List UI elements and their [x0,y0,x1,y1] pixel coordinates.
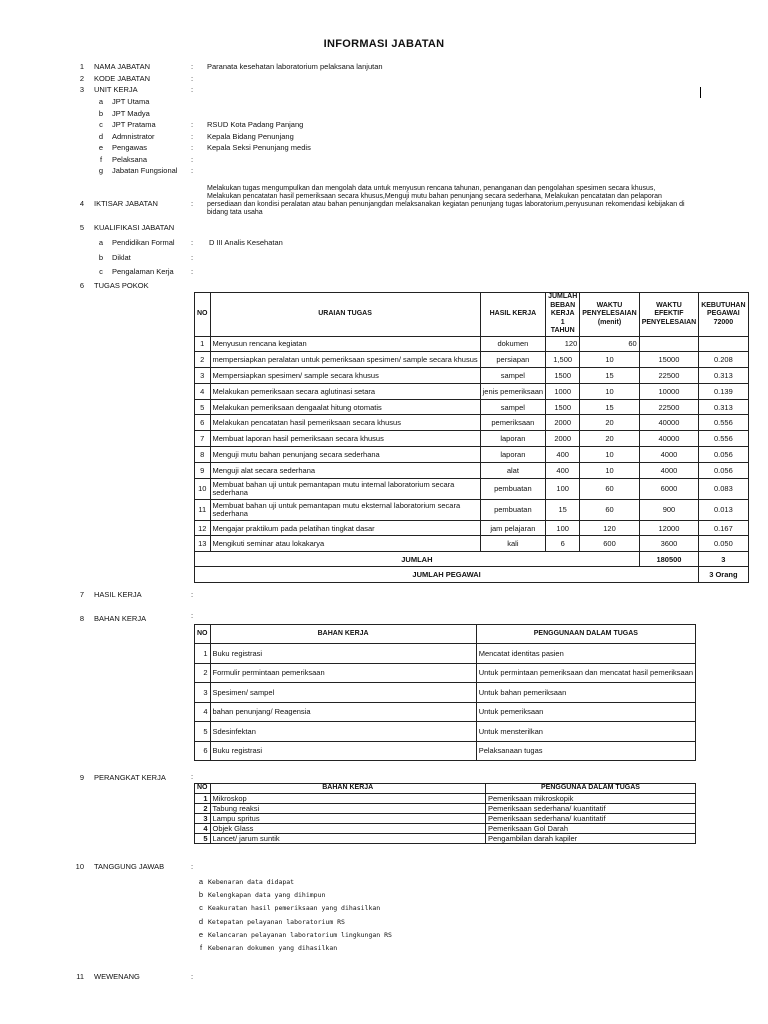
table-row [195,447,749,463]
table-row [195,741,696,761]
table-row [195,536,749,552]
cell-kebutuhan [699,336,748,352]
cell-efektif: 22500 [639,368,698,384]
cell-uraian: Mengikuti seminar atau lokakarya [210,536,480,552]
header-no: NO [195,784,211,794]
cell-uraian: Menguji mutu bahan penunjang secara sederhana [210,447,480,463]
kualifikasi-label: Diklat [112,252,131,262]
cell-jumlah: 400 [546,462,580,478]
unit-label: Pengawas [112,143,148,152]
jumlah-kebutuhan: 3 [699,552,748,567]
cell-jumlah: 100 [546,520,580,536]
cell-jumlah: 6 [546,536,580,552]
cell-efektif: 40000 [639,431,698,447]
section-number: 10 [75,862,84,871]
table-row [195,399,749,415]
cell-jumlah: 2000 [546,415,580,431]
sub-letter: c [99,120,103,129]
cell-uraian: Membuat bahan uji untuk pemantapan mutu internal laboratorium secara sederhana [210,478,480,499]
sub-letter: c [199,903,203,913]
iktisar-line: Melakukan pencatatan hasil pemeriksaan secara khusus,Menguji mutu bahan penunjang secara sederhana, Melakukan pencatatan dan pelaporan [207,193,662,200]
cell-waktu: 60 [580,336,639,352]
cell-jumlah: 100 [546,478,580,499]
section-label: KUALIFIKASI JABATAN [94,223,175,232]
header-bahan: BAHAN KERJA [210,784,485,794]
table-row [195,352,749,368]
kualifikasi-label: Pendidikan Formal [112,238,175,247]
cell-no: 4 [195,824,211,834]
cell-kebutuhan: 0.013 [699,499,748,520]
cell-bahan: Buku registrasi [210,644,476,664]
cell-no: 3 [195,814,211,824]
cell-no: 5 [195,399,211,415]
jumlah-efektif: 180500 [639,552,698,567]
cell-no: 9 [195,462,211,478]
cell-penggunaan: Pengambilan darah kapiler [485,834,695,844]
cell-no: 1 [195,794,211,804]
unit-label: Admnistrator [112,131,155,141]
cell-kebutuhan: 0.313 [699,399,748,415]
colon: : [191,131,194,141]
section-label: IKTISAR JABATAN [94,199,158,208]
colon: : [191,972,194,981]
table-row [195,478,749,499]
colon: : [191,120,194,129]
table-row [195,702,696,722]
table-row [195,663,696,683]
cell-no: 3 [195,368,211,384]
cell-waktu: 60 [580,478,639,499]
table-header-row [195,293,749,337]
unit-label: JPT Pratama [112,120,156,129]
cell-uraian: Membuat laporan hasil pemeriksaan secara khusus [210,431,480,447]
cell-waktu: 10 [580,383,639,399]
cell-jumlah: 1000 [546,383,580,399]
jumlah-label: JUMLAH [195,552,640,567]
cell-uraian: Mengajar praktikum pada pelatihan tingkat dasar [210,520,480,536]
colon: : [191,772,194,781]
iktisar-line: bidang tata usaha [207,209,263,216]
colon: : [191,73,194,83]
cell-waktu: 15 [580,399,639,415]
cell-bahan: Buku registrasi [210,741,476,761]
cell-hasil: jam pelajaran [480,520,545,536]
sub-letter: b [98,108,104,118]
table-row [195,722,696,742]
cell-waktu: 10 [580,352,639,368]
jumlah-pegawai-value: 3 Orang [699,567,748,583]
cell-waktu: 120 [580,520,639,536]
cell-efektif: 12000 [639,520,698,536]
header-no: NO [195,625,211,644]
cell-penggunaan: Untuk bahan pemeriksaan [476,683,695,703]
cell-uraian: Melakukan pencatatan hasil pemeriksaan secara khusus [210,415,480,431]
cell-uraian: Mempersiapkan spesimen/ sample secara khusus [210,368,480,384]
table-row [195,824,696,834]
cell-bahan: Mikroskop [210,794,485,804]
cell-hasil: alat [480,462,545,478]
section-number: 5 [79,223,84,232]
cell-no: 2 [195,804,211,814]
cell-kebutuhan: 0.313 [699,368,748,384]
colon: : [191,62,194,71]
cell-efektif: 22500 [639,399,698,415]
cell-penggunaan: Pemeriksaan sederhana/ kuantitatif [485,814,695,824]
cell-waktu: 600 [580,536,639,552]
cell-efektif: 6000 [639,478,698,499]
unit-label: Pelaksana [112,154,148,164]
section-number: 7 [79,590,84,599]
unit-value: Kepala Seksi Penunjang medis [207,143,311,152]
jumlah-row [195,552,749,567]
section-number: 3 [79,85,84,94]
cell-waktu: 10 [580,447,639,463]
colon: : [191,252,194,262]
cell-no: 2 [195,352,211,368]
cell-jumlah: 1500 [546,399,580,415]
section-number: 8 [79,614,84,623]
cell-bahan: Sdesinfektan [210,722,476,742]
cell-no: 8 [195,447,211,463]
cell-efektif: 10000 [639,383,698,399]
cell-waktu: 20 [580,415,639,431]
section-label: BAHAN KERJA [94,614,147,623]
unit-label: Jabatan Fungsional [112,166,178,175]
table-row [195,683,696,703]
table-row [195,834,696,844]
cell-penggunaan: Pemeriksaan sederhana/ kuantitatif [485,804,695,814]
table-row [195,814,696,824]
cell-penggunaan: Untuk permintaan pemeriksaan dan mencatat hasil pemeriksaan [476,663,695,683]
cell-hasil: pembuatan [480,478,545,499]
header-no: NO [195,293,211,337]
header-hasil: HASIL KERJA [480,293,545,337]
cell-kebutuhan: 0.050 [699,536,748,552]
jumlah-pegawai-label: JUMLAH PEGAWAI [195,567,699,583]
section-label: PERANGKAT KERJA [94,773,166,782]
table-row [195,644,696,664]
sub-letter: g [98,166,104,175]
iktisar-text [207,185,697,217]
cell-no: 1 [195,644,211,664]
cell-waktu: 20 [580,431,639,447]
section-label: TANGGUNG JAWAB [94,862,165,871]
sub-letter: a [98,97,104,106]
section-label: WEWENANG [94,972,140,981]
sub-letter: b [98,252,104,262]
perangkat-kerja-table [194,783,696,844]
unit-value: RSUD Kota Padang Panjang [207,120,304,129]
cell-penggunaan: Pemeriksaan Gol Darah [485,824,695,834]
iktisar-line: persediaan dan kondisi peralatan atau bahan penunjangdan melaksanakan kegiatan penunjang tugas laboratorium,penyusunan rekomendasi kebijakan di [207,201,685,208]
document-title: INFORMASI JABATAN [323,38,445,50]
jumlah-pegawai-row [195,567,749,583]
header-waktu: WAKTU PENYELESAIAN (menit) [580,293,639,337]
cell-jumlah: 400 [546,447,580,463]
colon: : [191,590,194,599]
cell-no: 2 [195,663,211,683]
sub-letter: f [199,943,203,952]
section-number: 11 [76,972,84,981]
cell-hasil: dokumen [480,336,545,352]
cell-no: 6 [195,415,211,431]
colon: : [191,85,194,94]
header-jumlah: JUMLAH BEBAN KERJA 1 TAHUN [546,293,580,337]
kualifikasi-value: D III Analis Kesehatan [209,238,283,247]
cell-efektif [639,336,698,352]
header-penggunaan: PENGGUNAA DALAM TUGAS [485,784,695,794]
cell-jumlah: 2000 [546,431,580,447]
cell-hasil: jenis pemeriksaan [480,383,545,399]
cell-no: 5 [195,722,211,742]
field-label: KODE JABATAN [94,73,150,83]
cell-kebutuhan: 0.056 [699,462,748,478]
cell-hasil: sampel [480,399,545,415]
cell-efektif: 15000 [639,352,698,368]
unit-label: JPT Utama [112,97,150,106]
header-efektif: WAKTU EFEKTIF PENYELESAIAN [639,293,698,337]
section-label: HASIL KERJA [94,590,142,599]
table-row [195,520,749,536]
kualifikasi-label: Pengalaman Kerja [112,267,174,276]
cell-efektif: 3600 [639,536,698,552]
sub-letter: d [198,916,204,926]
table-row [195,794,696,804]
cell-uraian: Membuat bahan uji untuk pemantapan mutu eksternal laboratorium secara sederhana [210,499,480,520]
unit-label: JPT Madya [112,108,150,118]
table-row [195,368,749,384]
cell-kebutuhan: 0.056 [699,447,748,463]
colon: : [191,238,194,247]
field-label: NAMA JABATAN [94,62,150,71]
cell-efektif: 40000 [639,415,698,431]
cell-penggunaan: Untuk pemeriksaan [476,702,695,722]
cell-bahan: Lancet/ jarum suntik [210,834,485,844]
tanggung-jawab-item: Ketepatan pelayanan laboratorium RS [208,917,345,926]
cell-no: 3 [195,683,211,703]
cell-kebutuhan: 0.556 [699,431,748,447]
cell-efektif: 4000 [639,447,698,463]
sub-letter: e [98,143,104,152]
table-row [195,383,749,399]
section-number: 4 [79,199,84,208]
cell-bahan: Lampu spritus [210,814,485,824]
section-number: 9 [79,773,84,782]
cell-uraian: Melakukan pemeriksaan secara aglutinasi setara [210,383,480,399]
cell-no: 6 [195,741,211,761]
tanggung-jawab-item: Kebenaran data didapat [208,878,295,886]
cell-uraian: mempersiapkan peralatan untuk pemeriksaan spesimen/ sample secara khusus [210,352,480,368]
cell-uraian: Melakukan pemeriksaan dengaalat hitung otomatis [210,399,480,415]
section-number: 1 [79,62,84,71]
cell-bahan: bahan penunjang/ Reagensia [210,702,476,722]
field-value: Paranata kesehatan laboratorium pelaksana lanjutan [207,62,383,71]
cell-hasil: kali [480,536,545,552]
cell-waktu: 15 [580,368,639,384]
tanggung-jawab-item: Kelancaran pelayanan laboratorium lingkungan RS [208,930,392,939]
table-row [195,336,749,352]
section-number: 6 [79,281,84,290]
cell-bahan: Formulir permintaan pemeriksaan [210,663,476,683]
cell-bahan: Spesimen/ sampel [210,683,476,703]
tanggung-jawab-item: Keakuratan hasil pemeriksaan yang dihasilkan [208,904,381,913]
table-row [195,415,749,431]
cell-penggunaan: Mencatat identitas pasien [476,644,695,664]
colon: : [191,143,194,152]
sub-letter: a [98,238,104,247]
table-header-row [195,784,696,794]
bahan-kerja-table [194,624,696,761]
cell-no: 1 [195,336,211,352]
cell-kebutuhan: 0.139 [699,383,748,399]
cell-hasil: pemeriksaan [480,415,545,431]
cell-no: 7 [195,431,211,447]
sub-letter: e [198,929,204,939]
tugas-pokok-table [194,292,749,583]
table-row [195,499,749,520]
table-header-row [195,625,696,644]
sub-letter: c [99,267,103,276]
colon: : [191,154,194,164]
text-cursor [700,87,701,98]
cell-jumlah: 15 [546,499,580,520]
cell-penggunaan: Untuk mensterilkan [476,722,695,742]
cell-efektif: 4000 [639,462,698,478]
sub-letter: a [198,877,204,886]
cell-jumlah: 1,500 [546,352,580,368]
unit-value: Kepala Bidang Penunjang [207,131,294,141]
header-penggunaan: PENGGUNAAN DALAM TUGAS [476,625,695,644]
colon: : [191,862,194,871]
table-row [195,804,696,814]
tanggung-jawab-item: Kebenaran dokumen yang dihasilkan [208,944,338,952]
cell-no: 13 [195,536,211,552]
cell-hasil: pembuatan [480,499,545,520]
cell-kebutuhan: 0.208 [699,352,748,368]
cell-bahan: Tabung reaksi [210,804,485,814]
header-bahan: BAHAN KERJA [210,625,476,644]
cell-uraian: Menyusun rencana kegiatan [210,336,480,352]
cell-no: 10 [195,478,211,499]
header-uraian: URAIAN TUGAS [210,293,480,337]
colon: : [191,611,194,620]
cell-no: 4 [195,702,211,722]
cell-no: 4 [195,383,211,399]
cell-uraian: Menguji alat secara sederhana [210,462,480,478]
sub-letter: f [99,154,103,164]
sub-letter: b [198,890,204,900]
cell-no: 12 [195,520,211,536]
cell-jumlah: 120 [546,336,580,352]
cell-no: 5 [195,834,211,844]
cell-hasil: persiapan [480,352,545,368]
cell-hasil: laporan [480,447,545,463]
cell-waktu: 60 [580,499,639,520]
cell-hasil: sampel [480,368,545,384]
colon: : [191,267,194,276]
tanggung-jawab-item: Kelengkapan data yang dihimpun [208,891,326,900]
cell-kebutuhan: 0.083 [699,478,748,499]
cell-waktu: 10 [580,462,639,478]
table-row [195,431,749,447]
iktisar-line: Melakukan tugas mengumpulkan dan mengolah data untuk menyusun rencana tahunan, penanganan dan pengolahan spesimen secara khusus, [207,185,656,192]
cell-penggunaan: Pelaksanaan tugas [476,741,695,761]
cell-penggunaan: Pemeriksaan mikroskopik [485,794,695,804]
section-number: 2 [79,73,84,83]
field-label: UNIT KERJA [94,85,138,94]
colon: : [191,166,194,175]
cell-efektif: 900 [639,499,698,520]
table-row [195,462,749,478]
cell-kebutuhan: 0.556 [699,415,748,431]
cell-no: 11 [195,499,211,520]
cell-jumlah: 1500 [546,368,580,384]
header-kebutuhan: KEBUTUHAN PEGAWAI 72000 [699,293,748,337]
cell-hasil: laporan [480,431,545,447]
section-label: TUGAS POKOK [94,281,149,290]
sub-letter: d [98,131,104,141]
cell-bahan: Objek Glass [210,824,485,834]
cell-kebutuhan: 0.167 [699,520,748,536]
colon: : [191,199,194,208]
